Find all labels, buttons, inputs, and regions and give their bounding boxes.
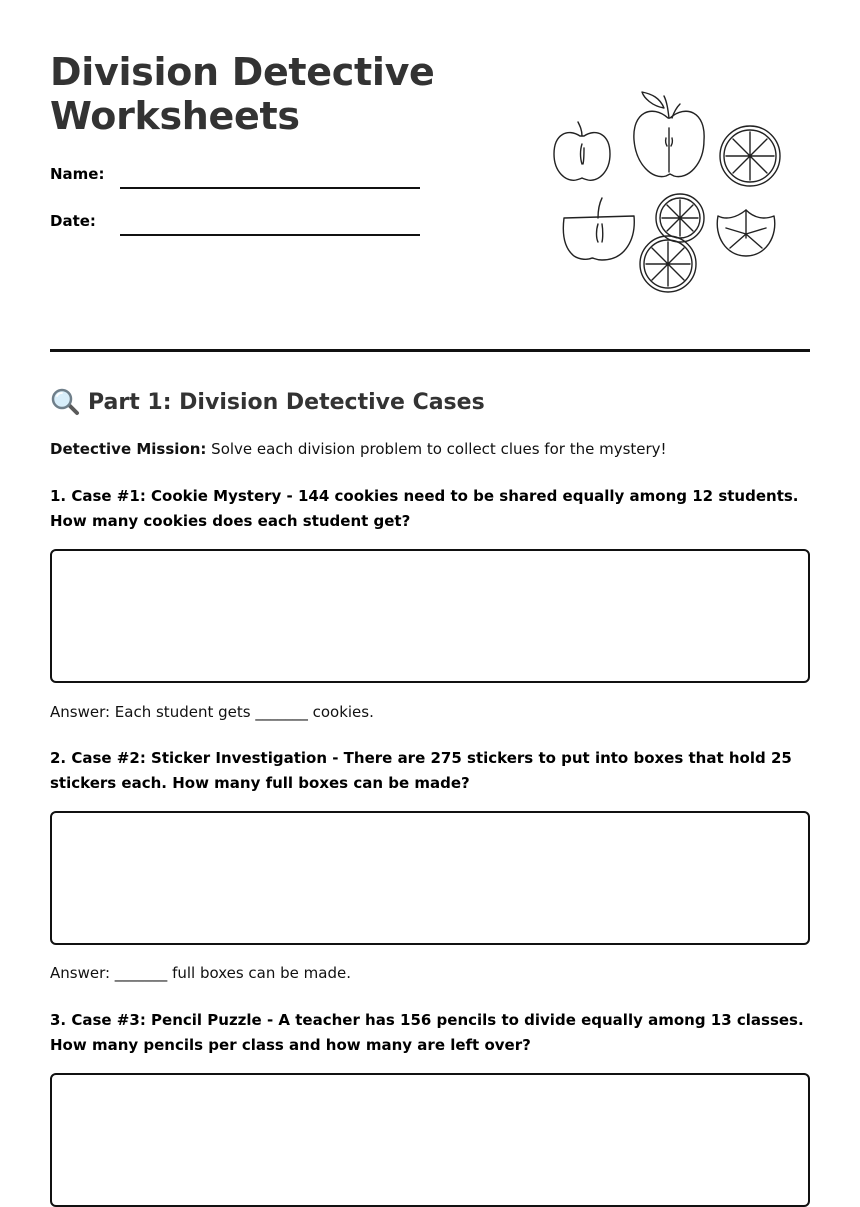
orange-slice-icon [720,126,780,186]
work-area-3[interactable] [50,1073,810,1207]
answer-2: Answer: _______ full boxes can be made. [50,964,351,982]
fruit-illustration-icon [540,88,790,298]
date-label: Date: [50,212,96,230]
answer-1: Answer: Each student gets _______ cookies. [50,703,374,721]
question-3: 3. Case #3: Pencil Puzzle - A teacher has 156 pencils to divide equally among 13 classes. How many pencils per class and how many are left over? [50,1011,804,1054]
page-title [50,50,435,138]
title-line-1: Division Detective [50,50,435,94]
question-1: 1. Case #1: Cookie Mystery - 144 cookies need to be shared equally among 12 students. How many cookies does each student get? [50,487,799,530]
name-field[interactable] [120,187,420,189]
question-2: 2. Case #2: Sticker Investigation - There are 275 stickers to put into boxes that hold 25 stickers each. How many full boxes can be made? [50,749,792,792]
name-label: Name: [50,165,105,183]
bottom-orange-icon [640,236,696,292]
work-area-1[interactable] [50,549,810,683]
date-field[interactable] [120,234,420,236]
big-apple-icon [634,92,704,177]
section-title-text: Part 1: Division Detective Cases [88,389,485,415]
mission-label: Detective Mission: [50,440,207,458]
star-fruit-icon [717,210,775,256]
half-apple-icon [563,198,634,260]
magnifying-glass-icon [50,388,80,416]
work-area-2[interactable] [50,811,810,945]
title-line-2: Worksheets [50,94,300,138]
section-title [50,388,485,416]
small-apple-icon [554,122,610,180]
mission-text: Solve each division problem to collect clues for the mystery! [206,440,667,458]
header-divider [50,349,810,352]
mission-statement [50,440,667,458]
small-orange-icon [656,194,704,242]
